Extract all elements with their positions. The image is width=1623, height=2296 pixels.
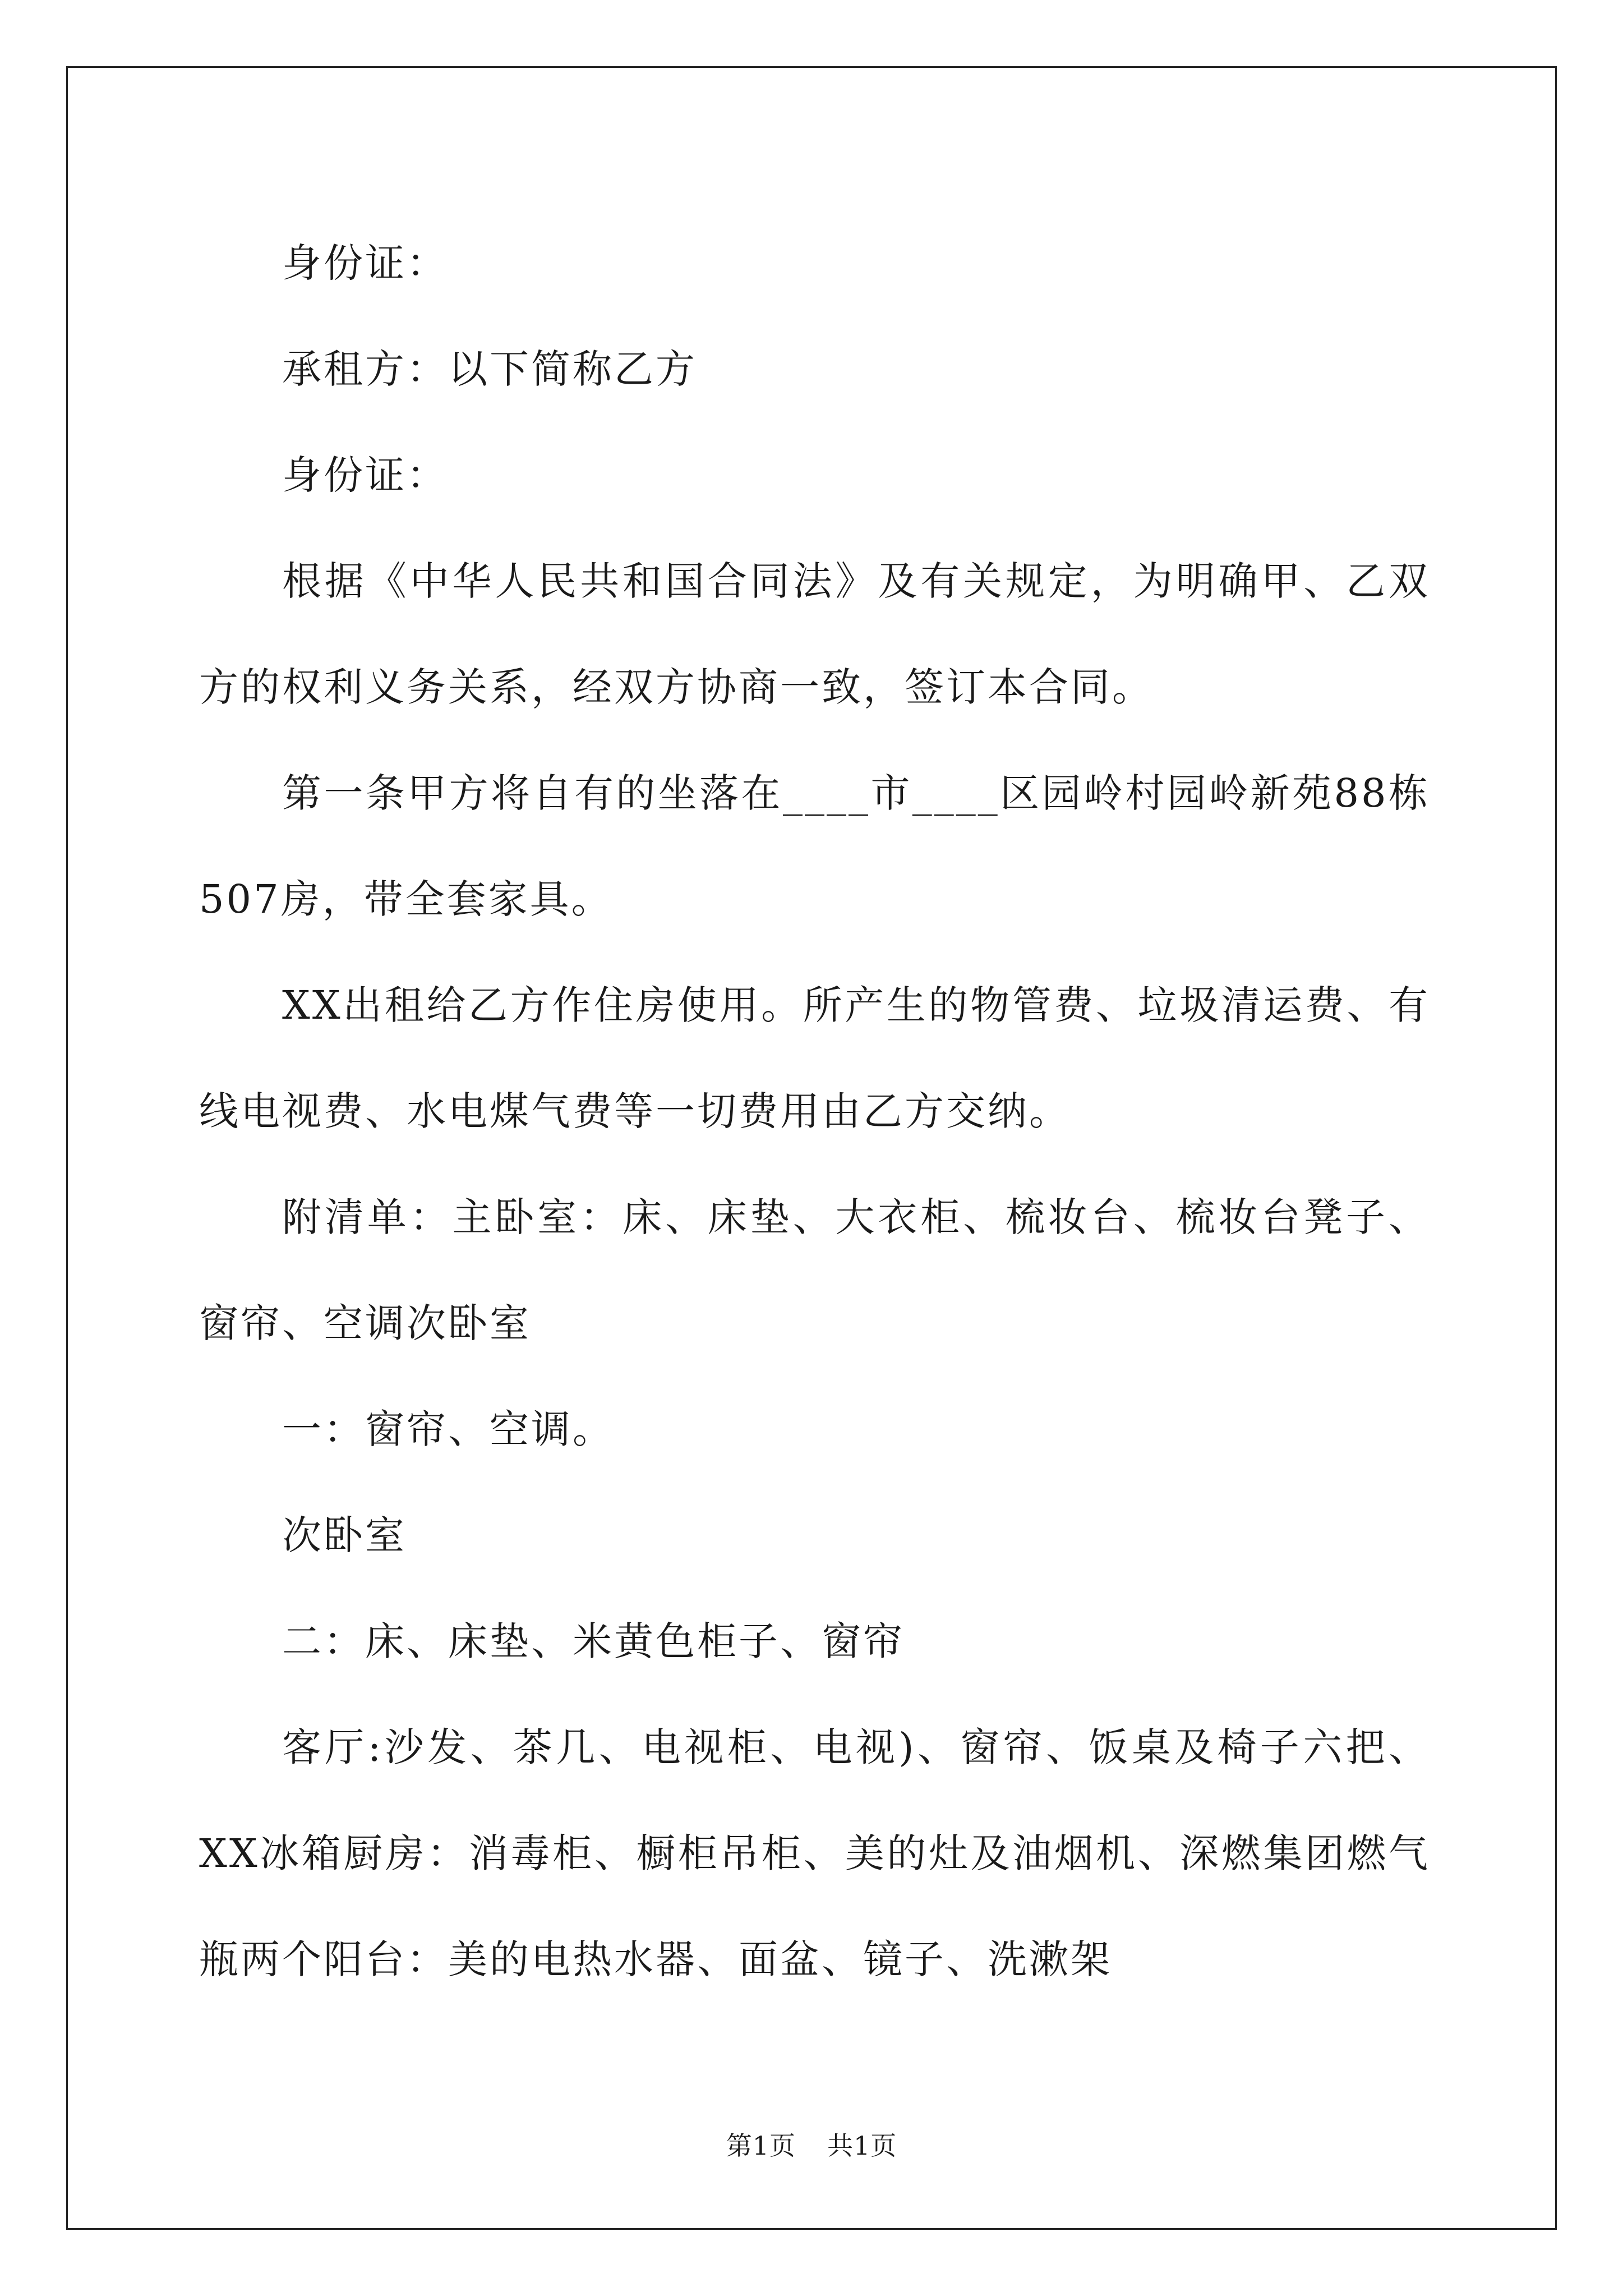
document-body — [199, 210, 1430, 2013]
paragraph-usage-fees: XX出租给乙方作住房使用。所产生的物管费、垃圾清运费、有线电视费、水电煤气费等一切费用由乙方交纳。 — [199, 982, 1430, 1134]
paragraph-legal-basis: 根据《中华人民共和国合同法》及有关规定，为明确甲、乙双方的权利义务关系，经双方协商一致，签订本合同。 — [199, 558, 1430, 710]
page-footer — [0, 2129, 1623, 2162]
paragraph-id-card-1: 身份证： — [282, 240, 448, 286]
paragraph-article-1: 第一条甲方将自有的坐落在____市____区园岭村园岭新苑88栋507房，带全套家具。 — [199, 770, 1430, 922]
paragraph-tenant: 承租方：以下简称乙方 — [282, 346, 697, 392]
paragraph-living-kitchen-balcony: 客厅:沙发、茶几、电视柜、电视)、窗帘、饭桌及椅子六把、XX冰箱厨房：消毒柜、橱柜吊柜、美的灶及油烟机、深燃集团燃气瓶两个阳台：美的电热水器、面盆、镜子、洗漱架 — [199, 1724, 1430, 1982]
paragraph-inventory-two: 二：床、床垫、米黄色柜子、窗帘 — [282, 1618, 905, 1664]
paragraph-inventory-one: 一：窗帘、空调。 — [282, 1406, 614, 1452]
page-number-total: 共1页 — [827, 2131, 897, 2161]
paragraph-id-card-2: 身份证： — [282, 452, 448, 498]
page-number-current: 第1页 — [726, 2131, 796, 2161]
paragraph-second-bedroom: 次卧室 — [282, 1512, 407, 1558]
paragraph-inventory-master-bedroom: 附清单：主卧室：床、床垫、大衣柜、梳妆台、梳妆台凳子、窗帘、空调次卧室 — [199, 1194, 1430, 1346]
